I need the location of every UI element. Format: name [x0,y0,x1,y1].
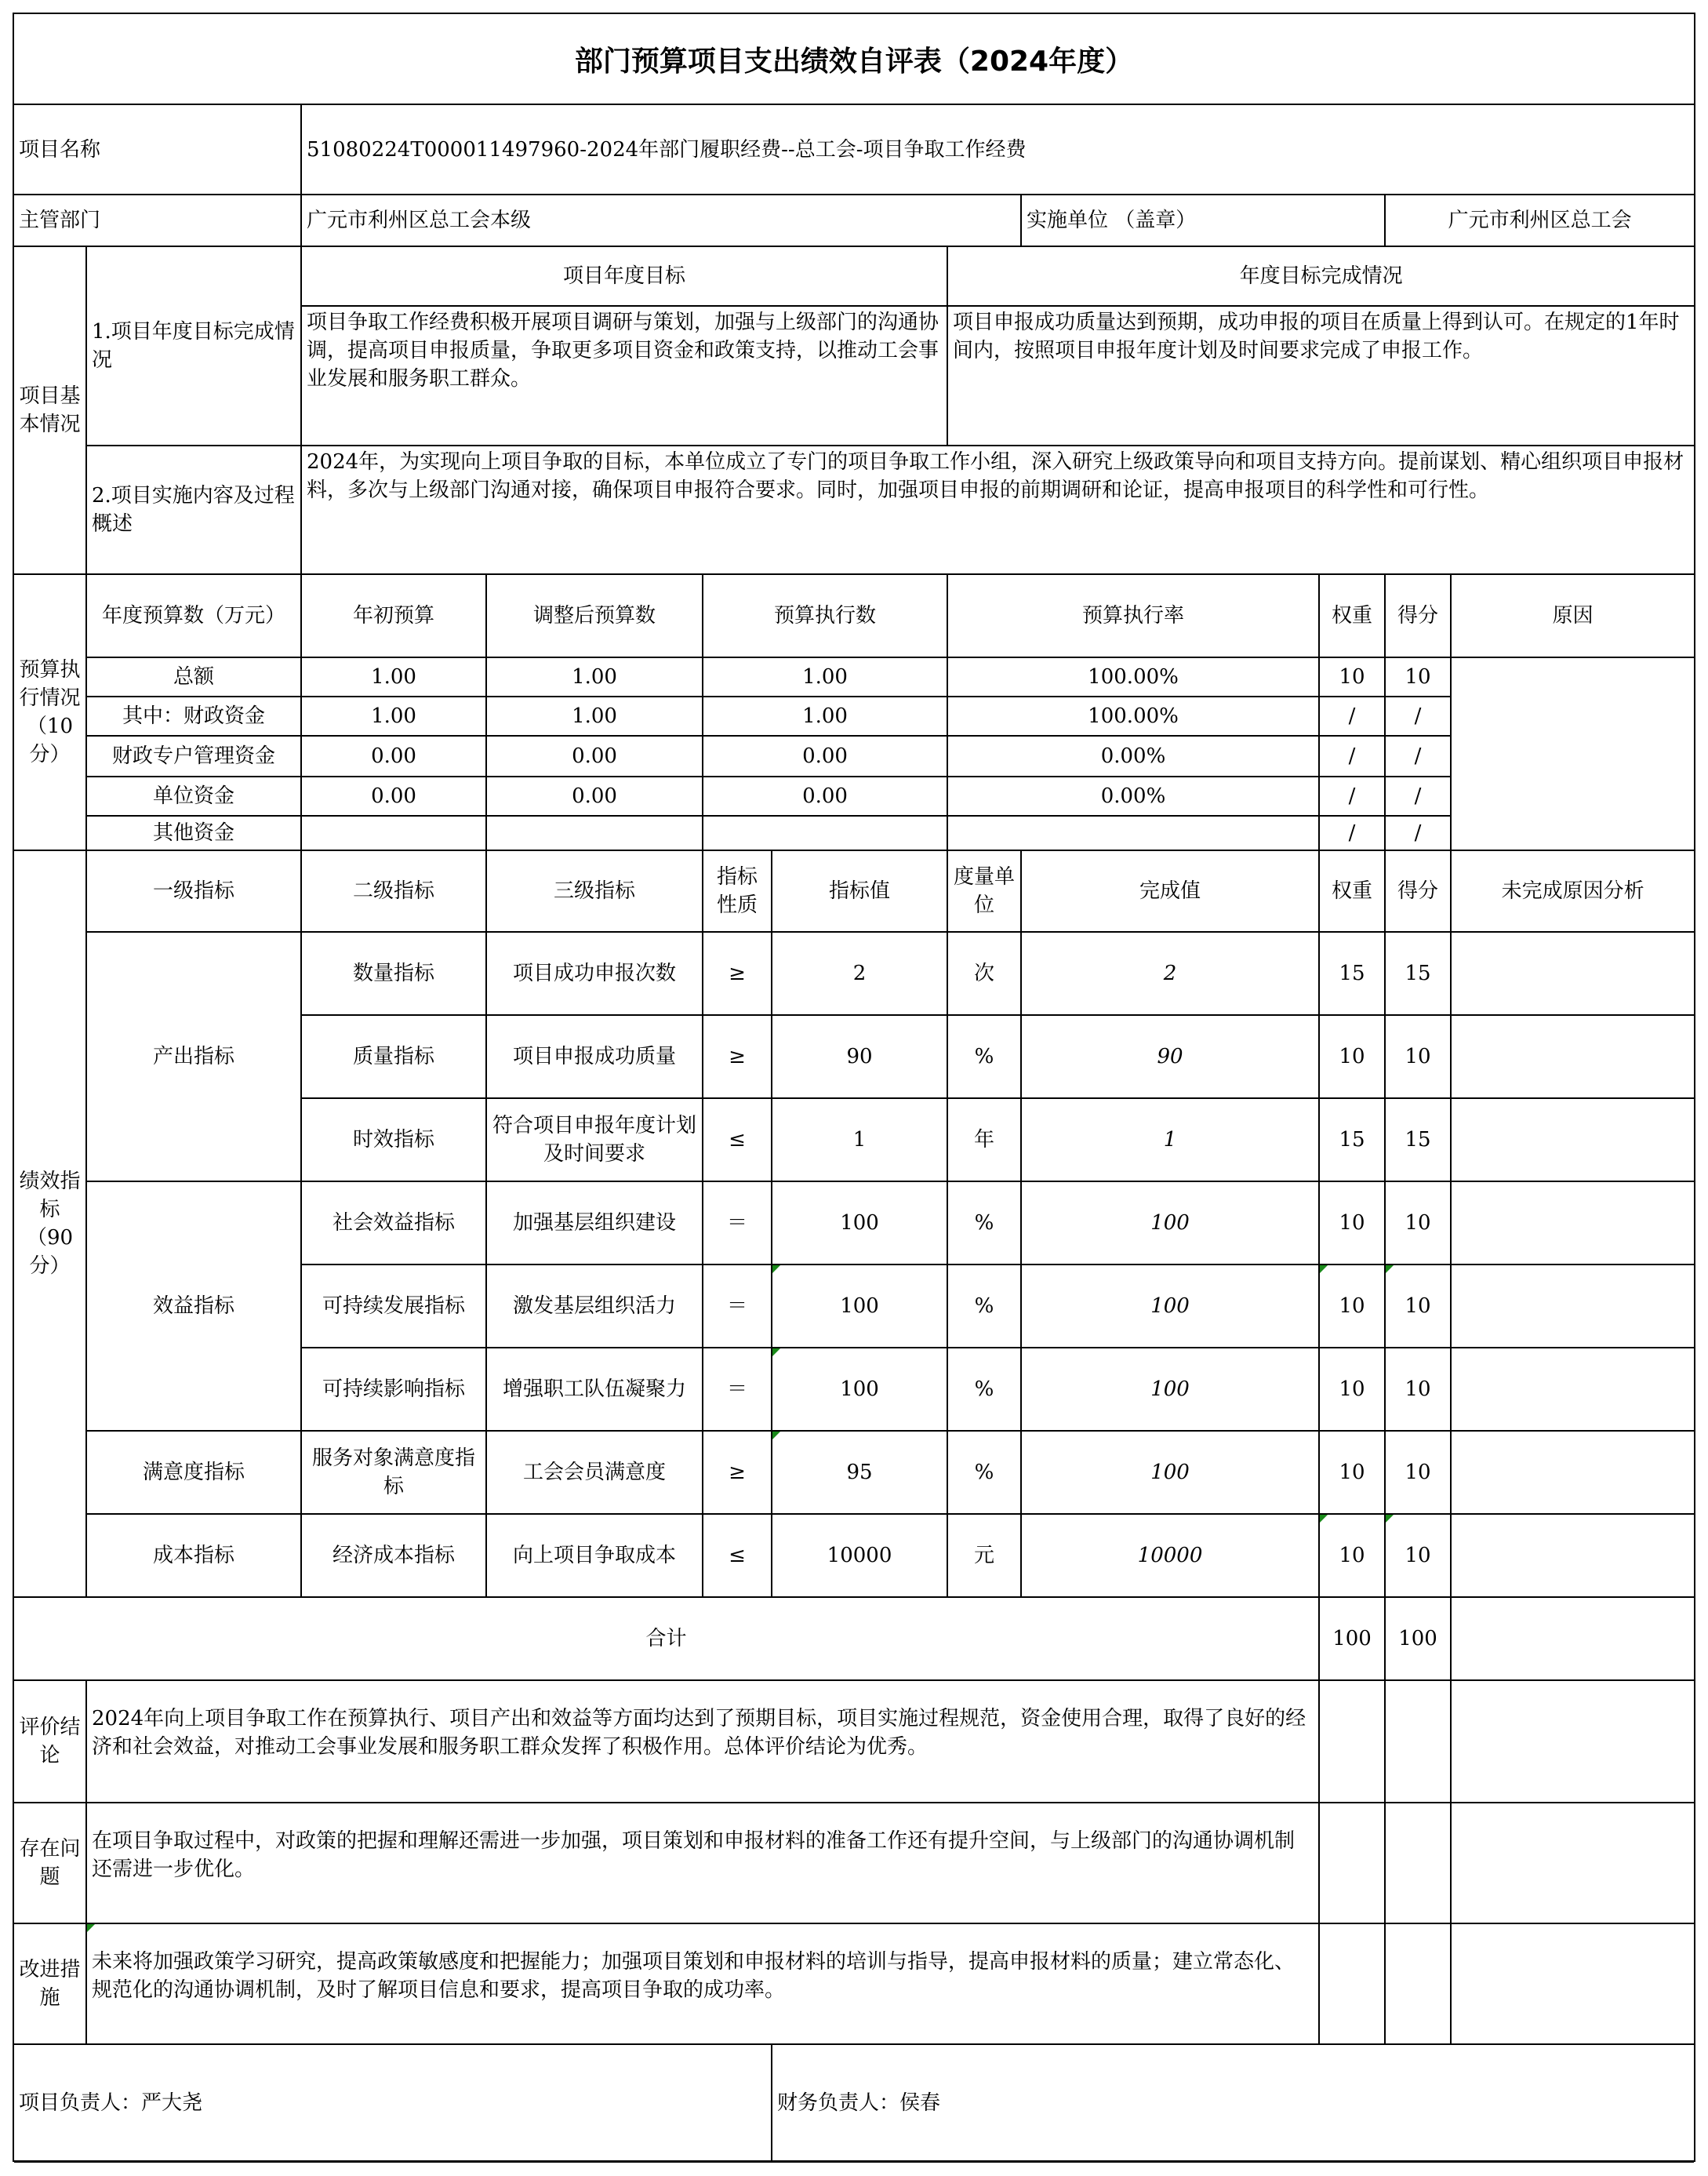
perf-l2: 时效指标 [301,1098,486,1181]
perf-unit: % [947,1264,1021,1348]
perf-unit: 元 [947,1514,1021,1597]
budget-rate: 0.00% [947,736,1319,777]
perf-reason [1451,1098,1694,1181]
budget-executed: 1.00 [703,657,947,697]
budget-weight: / [1319,777,1385,816]
budget-header: 年初预算 [301,574,486,657]
budget-rate [947,816,1319,850]
page-title: 部门预算项目支出绩效自评表（2024年度） [14,14,1694,105]
perf-value: 1 [772,1098,947,1181]
perf-nature: ≤ [703,1098,772,1181]
done-header: 年度目标完成情况 [947,246,1694,306]
perf-weight: 10 [1319,1015,1385,1098]
budget-header: 预算执行率 [947,574,1319,657]
budget-rate: 100.00% [947,657,1319,697]
perf-nature: ＝ [703,1348,772,1431]
total-weight: 100 [1319,1597,1385,1680]
perf-l2: 社会效益指标 [301,1181,486,1264]
budget-weight: / [1319,816,1385,850]
budget-weight: / [1319,736,1385,777]
perf-l3: 项目成功申报次数 [486,932,703,1015]
budget-score: / [1385,736,1451,777]
budget-rate: 0.00% [947,777,1319,816]
perf-score: 10 [1385,1181,1451,1264]
perf-section-label: 绩效指标（90分） [14,850,86,1597]
perf-header: 未完成原因分析 [1451,850,1694,932]
perf-l2: 经济成本指标 [301,1514,486,1597]
perf-header: 指标值 [772,850,947,932]
budget-row-label: 其他资金 [86,816,301,850]
perf-unit: % [947,1348,1021,1431]
perf-score: 10 [1385,1264,1451,1348]
perf-l2: 数量指标 [301,932,486,1015]
empty-cell [1451,1923,1694,2044]
impl-unit-value: 广元市利州区总工会 [1385,195,1694,246]
perf-header: 二级指标 [301,850,486,932]
perf-unit: 年 [947,1098,1021,1181]
empty-cell [1319,1923,1385,2044]
done-text: 项目申报成功质量达到预期，成功申报的项目在质量上得到认可。在规定的1年时间内，按照项目申报年度计划及时间要求完成了申报工作。 [947,306,1694,446]
budget-executed: 1.00 [703,697,947,736]
perf-done: 10000 [1021,1514,1319,1597]
budget-executed [703,816,947,850]
basic-section-label: 项目基本情况 [14,246,86,574]
conclusion-label: 评价结论 [14,1680,86,1803]
budget-executed: 0.00 [703,736,947,777]
budget-adjusted: 1.00 [486,657,703,697]
budget-initial: 0.00 [301,736,486,777]
perf-value: 100 [772,1264,947,1348]
perf-header: 一级指标 [86,850,301,932]
perf-group-output: 产出指标 [86,932,301,1181]
perf-reason [1451,1181,1694,1264]
perf-done: 100 [1021,1431,1319,1514]
perf-done: 100 [1021,1348,1319,1431]
perf-weight: 15 [1319,1098,1385,1181]
dept-value: 广元市利州区总工会本级 [301,195,1021,246]
perf-l3: 项目申报成功质量 [486,1015,703,1098]
perf-value: 90 [772,1015,947,1098]
perf-l2: 质量指标 [301,1015,486,1098]
perf-unit: 次 [947,932,1021,1015]
finance-owner [772,2044,1694,2162]
project-name-label: 项目名称 [14,105,301,195]
budget-row-label: 财政专户管理资金 [86,736,301,777]
budget-header: 得分 [1385,574,1451,657]
project-name: 51080224T000011497960-2024年部门履职经费--总工会-项目争取工作经费 [301,105,1694,195]
budget-header: 权重 [1319,574,1385,657]
perf-l3: 增强职工队伍凝聚力 [486,1348,703,1431]
perf-l3: 加强基层组织建设 [486,1181,703,1264]
perf-done: 100 [1021,1181,1319,1264]
budget-row-label: 单位资金 [86,777,301,816]
perf-nature: ＝ [703,1264,772,1348]
perf-header: 权重 [1319,850,1385,932]
perf-score: 10 [1385,1514,1451,1597]
budget-initial: 1.00 [301,657,486,697]
perf-weight: 10 [1319,1264,1385,1348]
perf-weight: 10 [1319,1431,1385,1514]
perf-weight: 10 [1319,1514,1385,1597]
perf-reason [1451,1431,1694,1514]
budget-rate: 100.00% [947,697,1319,736]
improve-text: 未来将加强政策学习研究，提高政策敏感度和把握能力；加强项目策划和申报材料的培训与指导，提高申报材料的质量；建立常态化、规范化的沟通协调机制，及时了解项目信息和要求，提高项目争取的成功率。 [86,1923,1319,2044]
total-reason [1451,1597,1694,1680]
perf-unit: % [947,1015,1021,1098]
perf-unit: % [947,1431,1021,1514]
budget-adjusted [486,816,703,850]
empty-cell [1451,1803,1694,1923]
perf-score: 10 [1385,1015,1451,1098]
empty-cell [1385,1680,1451,1803]
budget-initial: 0.00 [301,777,486,816]
dept-label: 主管部门 [14,195,301,246]
finance-owner-label: 财务负责人： [777,2091,900,2115]
perf-weight: 10 [1319,1348,1385,1431]
budget-reason [1451,657,1694,850]
perf-nature: ≤ [703,1514,772,1597]
budget-section-label: 预算执行情况（10分） [14,574,86,850]
perf-value: 10000 [772,1514,947,1597]
empty-cell [1385,1803,1451,1923]
perf-score: 10 [1385,1431,1451,1514]
conclusion-text: 2024年向上项目争取工作在预算执行、项目产出和效益等方面均达到了预期目标，项目实施过程规范，资金使用合理，取得了良好的经济和社会效益，对推动工会事业发展和服务职工群众发挥了积极作用。总体评价结论为优秀。 [86,1680,1319,1803]
perf-done: 100 [1021,1264,1319,1348]
finance-owner-name: 侯春 [899,2091,941,2115]
project-owner [14,2044,772,2162]
perf-unit: % [947,1181,1021,1264]
process-label: 2.项目实施内容及过程概述 [86,446,301,574]
process-text: 2024年，为实现向上项目争取的目标，本单位成立了专门的项目争取工作小组，深入研究上级政策导向和项目支持方向。提前谋划、精心组织项目申报材料，多次与上级部门沟通对接，确保项目申报符合要求。同时，加强项目申报的前期调研和论证，提高申报项目的科学性和可行性。 [301,446,1694,574]
budget-score: / [1385,697,1451,736]
perf-value: 95 [772,1431,947,1514]
budget-initial: 1.00 [301,697,486,736]
budget-adjusted: 0.00 [486,736,703,777]
perf-header: 指标性质 [703,850,772,932]
perf-score: 15 [1385,1098,1451,1181]
evaluation-sheet [13,13,1695,2162]
goal-text: 项目争取工作经费积极开展项目调研与策划，加强与上级部门的沟通协调，提高项目申报质量，争取更多项目资金和政策支持，以推动工会事业发展和服务职工群众。 [301,306,947,446]
perf-l2: 服务对象满意度指标 [301,1431,486,1514]
evaluation-table [14,105,1694,2163]
perf-l3: 工会会员满意度 [486,1431,703,1514]
budget-adjusted: 1.00 [486,697,703,736]
budget-adjusted: 0.00 [486,777,703,816]
perf-nature: ≥ [703,1431,772,1514]
impl-unit-label: 实施单位 （盖章） [1021,195,1385,246]
budget-initial [301,816,486,850]
budget-weight: 10 [1319,657,1385,697]
perf-nature: ≥ [703,932,772,1015]
issues-text: 在项目争取过程中，对政策的把握和理解还需进一步加强，项目策划和申报材料的准备工作还有提升空间，与上级部门的沟通协调机制还需进一步优化。 [86,1803,1319,1923]
budget-header: 调整后预算数 [486,574,703,657]
perf-l3: 符合项目申报年度计划及时间要求 [486,1098,703,1181]
budget-header: 年度预算数（万元） [86,574,301,657]
budget-header: 原因 [1451,574,1694,657]
total-label: 合计 [14,1597,1319,1680]
perf-value: 100 [772,1181,947,1264]
perf-score: 10 [1385,1348,1451,1431]
goal-label: 1.项目年度目标完成情况 [86,246,301,446]
perf-done: 90 [1021,1015,1319,1098]
budget-weight: / [1319,697,1385,736]
empty-cell [1451,1680,1694,1803]
perf-header: 三级指标 [486,850,703,932]
budget-row-label: 其中：财政资金 [86,697,301,736]
perf-header: 完成值 [1021,850,1319,932]
perf-l2: 可持续影响指标 [301,1348,486,1431]
improve-label: 改进措施 [14,1923,86,2044]
perf-header: 得分 [1385,850,1451,932]
perf-done: 1 [1021,1098,1319,1181]
perf-done: 2 [1021,932,1319,1015]
budget-row-label: 总额 [86,657,301,697]
perf-nature: ＝ [703,1181,772,1264]
empty-cell [1385,1923,1451,2044]
perf-reason [1451,1348,1694,1431]
budget-score: 10 [1385,657,1451,697]
perf-reason [1451,1264,1694,1348]
perf-l3: 激发基层组织活力 [486,1264,703,1348]
perf-group-benefit: 效益指标 [86,1181,301,1431]
budget-score: / [1385,816,1451,850]
perf-reason [1451,1015,1694,1098]
perf-weight: 15 [1319,932,1385,1015]
perf-reason [1451,1514,1694,1597]
perf-score: 15 [1385,932,1451,1015]
project-owner-label: 项目负责人： [19,2091,142,2115]
perf-header: 度量单位 [947,850,1021,932]
total-score: 100 [1385,1597,1451,1680]
budget-score: / [1385,777,1451,816]
project-owner-name: 严大尧 [141,2091,203,2115]
perf-nature: ≥ [703,1015,772,1098]
perf-value: 100 [772,1348,947,1431]
perf-group-cost: 成本指标 [86,1514,301,1597]
perf-reason [1451,932,1694,1015]
issues-label: 存在问题 [14,1803,86,1923]
budget-executed: 0.00 [703,777,947,816]
empty-cell [1319,1680,1385,1803]
perf-group-satisfaction: 满意度指标 [86,1431,301,1514]
goal-header: 项目年度目标 [301,246,947,306]
empty-cell [1319,1803,1385,1923]
budget-header: 预算执行数 [703,574,947,657]
perf-l3: 向上项目争取成本 [486,1514,703,1597]
perf-weight: 10 [1319,1181,1385,1264]
perf-l2: 可持续发展指标 [301,1264,486,1348]
perf-value: 2 [772,932,947,1015]
